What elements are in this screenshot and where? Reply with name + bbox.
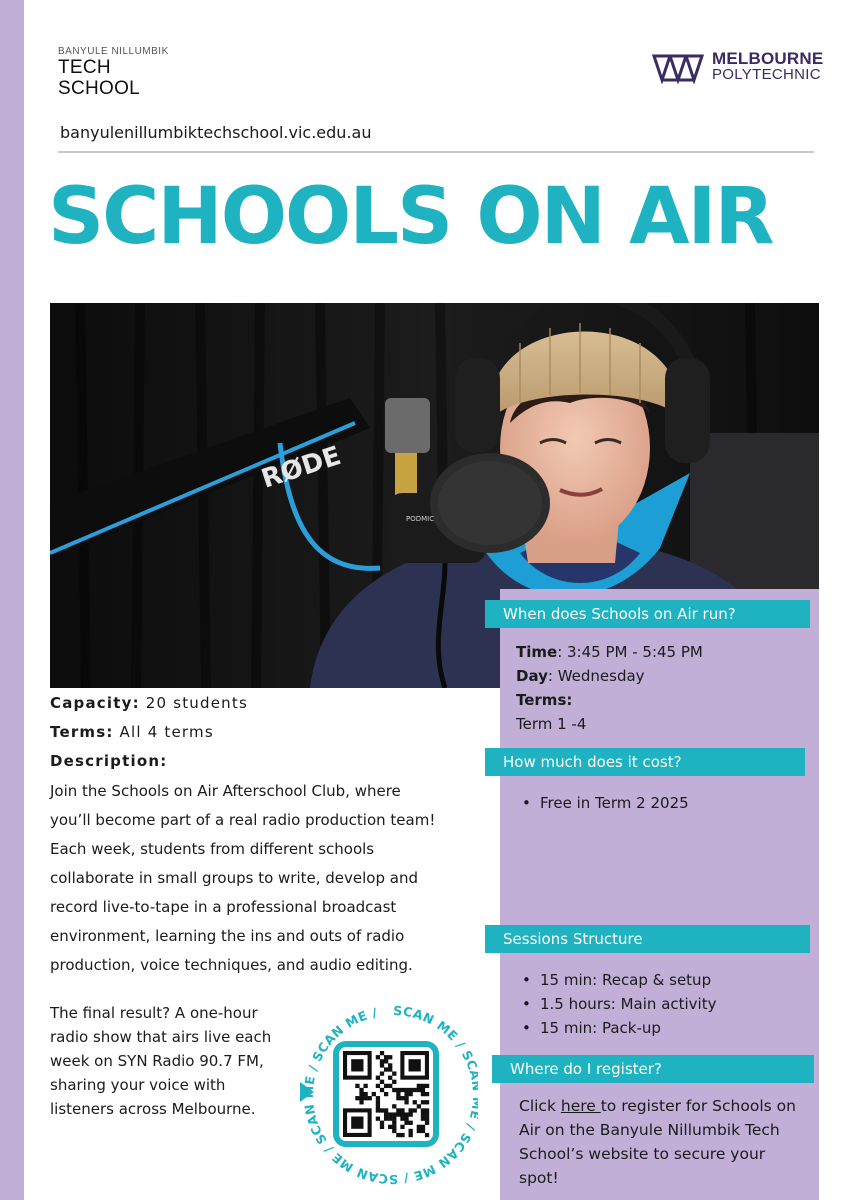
polytechnic-line2: POLYTECHNIC: [712, 66, 821, 83]
polytechnic-wordmark: [712, 50, 823, 83]
description-line: Each week, students from different schools: [50, 840, 375, 858]
list-item: • 1.5 hours: Main activity: [518, 992, 813, 1016]
melbourne-polytechnic-logo: [652, 50, 827, 86]
polytechnic-mark-icon: [652, 52, 708, 84]
register-text: [519, 1094, 819, 1190]
final-result-text: [50, 1001, 305, 1121]
when-heading: When does Schools on Air run?: [485, 600, 810, 628]
terms-value: All 4 terms: [113, 723, 214, 741]
terms-meta-row: [50, 723, 214, 741]
register-line4: spot!: [519, 1169, 559, 1187]
description-label: Description:: [50, 752, 168, 770]
list-item: • Free in Term 2 2025: [518, 791, 808, 815]
left-decorative-stripe: [0, 0, 24, 1200]
final-line: week on SYN Radio 90.7 FM,: [50, 1052, 264, 1070]
panel-terms-label: Terms:: [516, 691, 573, 709]
capacity-row: [50, 694, 248, 712]
structure-heading: Sessions Structure: [485, 925, 810, 953]
description-line: Join the Schools on Air Afterschool Club, where: [50, 782, 401, 800]
list-item: • 15 min: Pack-up: [518, 1016, 813, 1040]
capacity-label: Capacity:: [50, 694, 140, 712]
day-label: Day: [516, 667, 548, 685]
scan-me-ring-text: SCAN ME / S / SCAN ME / SCAN ME / SCAN ME / SCAN ME /: [300, 1002, 478, 1188]
final-line: The final result? A one-hour: [50, 1004, 258, 1022]
structure-list: [518, 968, 813, 1040]
day-value: : Wednesday: [547, 667, 645, 685]
terms-label: Terms:: [50, 723, 114, 741]
description-line: collaborate in small groups to write, develop and: [50, 869, 418, 887]
capacity-value: 20 students: [139, 694, 248, 712]
description-line: environment, learning the ins and outs of radio: [50, 927, 405, 945]
qr-code-block[interactable]: [298, 1000, 478, 1190]
final-line: sharing your voice with: [50, 1076, 226, 1094]
qr-scan-graphic: [298, 1000, 478, 1190]
tech-school-logo: [58, 46, 198, 99]
panel-terms-value: Term 1 -4: [516, 715, 587, 733]
svg-text:SCAN ME / SCAN ME / SCAN ME /: [301, 1003, 478, 1187]
cost-list: [518, 791, 808, 815]
register-line1: Click here to register for Schools on: [519, 1097, 796, 1115]
description-line: you’ll become part of a real radio production team!: [50, 811, 436, 829]
day-row: [516, 664, 816, 688]
register-line3: School’s website to secure your: [519, 1145, 766, 1163]
description-line: record live-to-tape in a professional broadcast: [50, 898, 397, 916]
tech-school-logo-small: BANYULE NILLUMBIK: [58, 46, 169, 57]
terms-row: [516, 688, 816, 712]
header-divider: [58, 151, 814, 153]
register-heading: Where do I register?: [492, 1055, 814, 1083]
register-link[interactable]: here: [560, 1097, 601, 1115]
mic-brand-label: RØDE: [257, 440, 345, 495]
final-line: listeners across Melbourne.: [50, 1100, 256, 1118]
polytechnic-line1: MELBOURNE: [712, 49, 824, 68]
description-label-row: [50, 752, 167, 770]
time-row: [516, 640, 816, 664]
time-value: : 3:45 PM - 5:45 PM: [557, 643, 703, 661]
mic-model-label: PODMIC: [406, 515, 435, 523]
tech-school-logo-line1: TECH: [58, 57, 111, 78]
cost-heading: How much does it cost?: [485, 748, 805, 776]
qr-code-icon: [343, 1051, 429, 1137]
website-link[interactable]: banyulenillumbiktechschool.vic.edu.au: [60, 123, 372, 142]
register-line2: Air on the Banyule Nillumbik Tech: [519, 1121, 780, 1139]
tech-school-logo-line2: SCHOOL: [58, 78, 141, 99]
when-details: [516, 640, 816, 736]
final-line: radio show that airs live each: [50, 1028, 272, 1046]
page-title: SCHOOLS ON AIR: [48, 172, 773, 262]
time-label: Time: [516, 643, 558, 661]
list-item: • 15 min: Recap & setup: [518, 968, 813, 992]
description-line: production, voice techniques, and audio editing.: [50, 956, 413, 974]
description-text: [50, 777, 490, 980]
